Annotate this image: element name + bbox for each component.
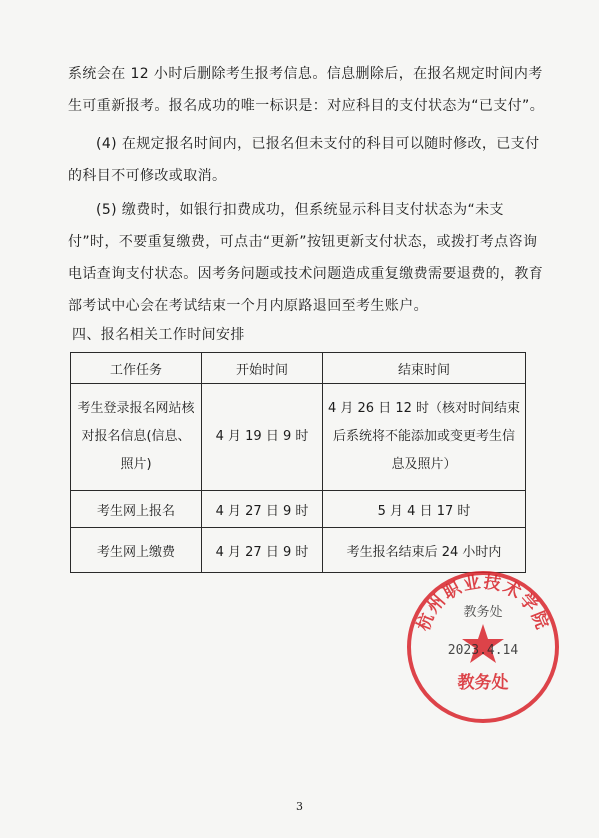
cell-end: 考生报名结束后 24 小时内 <box>323 528 526 573</box>
official-seal-stamp <box>402 566 564 728</box>
table-row <box>71 491 526 528</box>
paragraph-item-5: (5) 缴费时，如银行扣费成功，但系统显示科目支付状态为“未支付”时，不要重复缴费，可点击“更新”按钮更新支付状态，或拨打考点咨询电话查询支付状态。因考务问题或技术问题造成重复缴费需要退费的，教育部考试中心会在考试结束一个月内原路退回至考生账户。 <box>68 202 544 314</box>
cell-task: 考生网上报名 <box>71 491 202 528</box>
seal-handwritten-dept: 教务处 <box>463 605 503 620</box>
schedule-table <box>70 352 526 573</box>
header-task: 工作任务 <box>71 353 202 384</box>
paragraph-deletion-notice: 系统会在 12 小时后删除考生报考信息。信息删除后，在报名规定时间内考生可重新报考。报名成功的唯一标识是：对应科目的支付状态为“已支付”。 <box>68 66 545 114</box>
header-end: 结束时间 <box>323 353 526 384</box>
seal-org-name: 杭州职业技术学院 <box>413 572 553 634</box>
cell-end: 5 月 4 日 17 时 <box>323 491 526 528</box>
page-number: 3 <box>296 800 303 813</box>
seal-dept: 教务处 <box>457 673 509 693</box>
cell-start: 4 月 27 日 9 时 <box>202 528 323 573</box>
table-header-row <box>71 353 526 384</box>
cell-task: 考生网上缴费 <box>71 528 202 573</box>
section-heading: 四、报名相关工作时间安排 <box>72 327 245 343</box>
table-row <box>71 384 526 491</box>
cell-end: 4 月 26 日 12 时（核对时间结束后系统将不能添加或变更考生信息及照片） <box>323 384 526 491</box>
cell-start: 4 月 19 日 9 时 <box>202 384 323 491</box>
header-start: 开始时间 <box>202 353 323 384</box>
cell-task: 考生登录报名网站核对报名信息(信息、照片) <box>71 384 202 491</box>
paragraph-item-4: (4) 在规定报名时间内，已报名但未支付的科目可以随时修改，已支付的科目不可修改或取消。 <box>68 136 540 184</box>
seal-date: 2023.4.14 <box>447 643 519 658</box>
cell-start: 4 月 27 日 9 时 <box>202 491 323 528</box>
